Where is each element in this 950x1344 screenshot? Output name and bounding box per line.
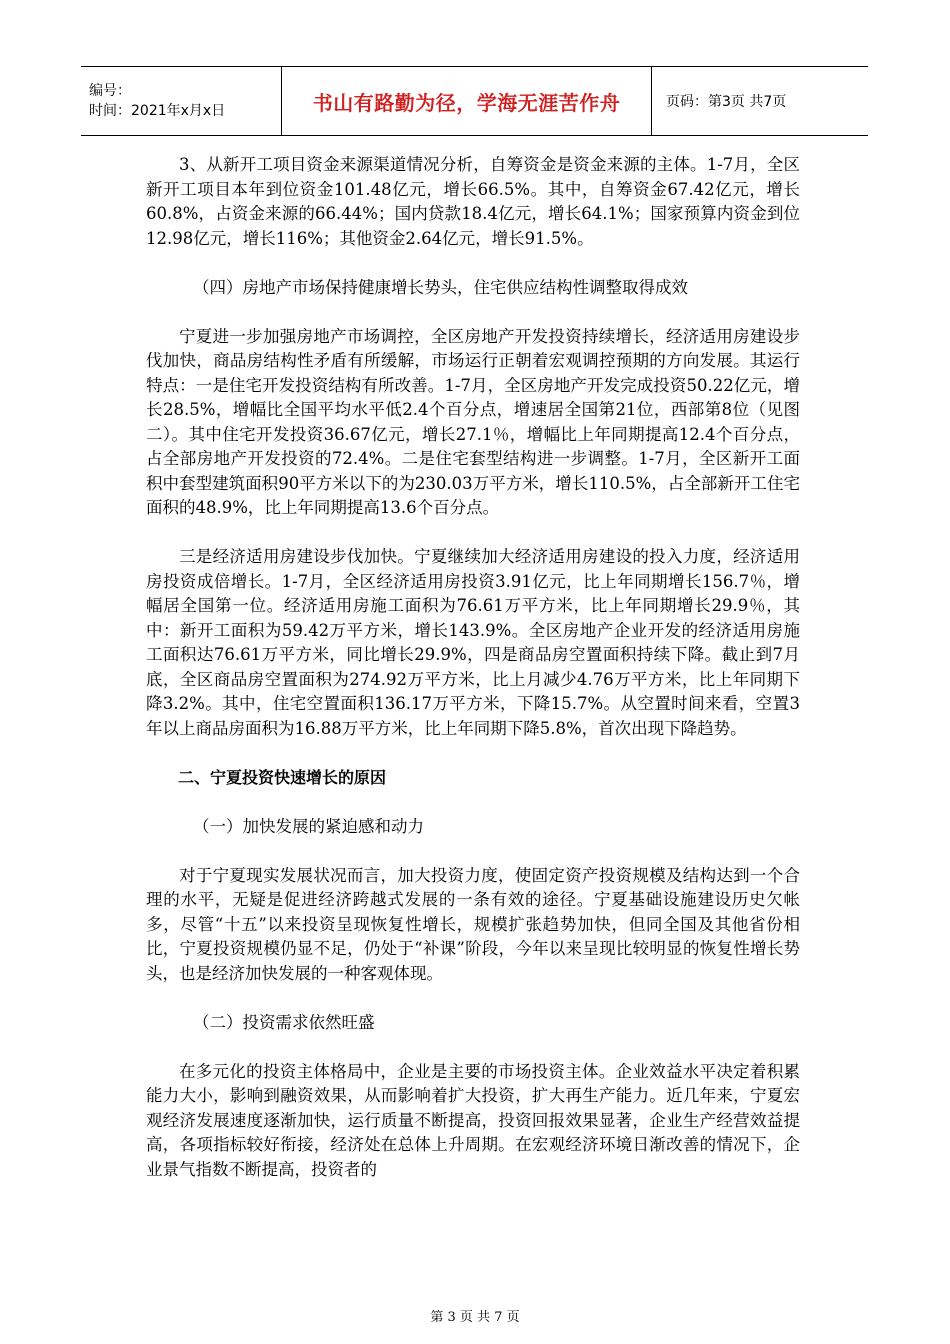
- section-heading-real-estate: （四）房地产市场保持健康增长势头，住宅供应结构性调整取得成效: [193, 277, 688, 297]
- section-heading-growth-reasons: 二、宁夏投资快速增长的原因: [178, 767, 387, 787]
- paragraph-funding-sources: 3、从新开工项目资金来源渠道情况分析，自筹资金是资金来源的主体。1-7月，全区新开工项目本年到位资金101.48亿元，增长66.5%。其中，自筹资金67.42亿元，增长60.8%，占资金来源的66.44%；国内贷款18.4亿元，增长64.1%；国家预算内资金到位12.98亿元，增长116%；其他资金2.64亿元，增长91.5%。: [146, 155, 800, 248]
- footer-page-number: 第 3 页 共 7 页: [430, 1310, 520, 1325]
- paragraph-urgency: 对于宁夏现实发展状况而言，加大投资力度，使固定资产投资规模及结构达到一个合理的水平，无疑是促进经济跨越式发展的一条有效的途径。宁夏基础设施建设历史欠帐多，尽管“十五”以来投资呈现恢复性增长，规模扩张趋势加快，但同全国及其他省份相比，宁夏投资规模仍显不足，仍处于“补课”阶段，今年以来呈现比较明显的恢复性增长势头，也是经济加快发展的一种客观体现。: [146, 865, 800, 983]
- subsection-heading-demand: （二）投资需求依然旺盛: [193, 1012, 375, 1032]
- header-page-info: [652, 67, 868, 135]
- motto-text: 书山有路勤为径，学海无涯苦作舟: [312, 90, 621, 115]
- paragraph-affordable-housing: 三是经济适用房建设步伐加快。宁夏继续加大经济适用房建设的投入力度，经济适用房投资成倍增长。1-7月，全区经济适用房投资3.91亿元，比上年同期增长156.7％，增幅居全国第一位。经济适用房施工面积为76.61万平方米，比上年同期增长29.9％，其中：新开工面积为59.42万平方米，增长143.9%。全区房地产企业开发的经济适用房施工面积达76.61万平方米，同比增长29.9%，四是商品房空置面积持续下降。截止到7月底，全区商品房空置面积为274.92万平方米，比上月减少4.76万平方米，比上年同期下降3.2%。其中，住宅空置面积136.17万平方米，下降15.7%。从空置时间来看，空置3年以上商品房面积为16.88万平方米，比上年同期下降5.8%，首次出现下降趋势。: [146, 547, 800, 738]
- header-motto: [282, 67, 652, 135]
- page-number-label: 页码：第3页 共7页: [666, 94, 787, 110]
- header-meta: [81, 67, 282, 135]
- document-number-label: 编号：: [89, 83, 131, 99]
- paragraph-real-estate-control: 宁夏进一步加强房地产市场调控，全区房地产开发投资持续增长，经济适用房建设步伐加快，商品房结构性矛盾有所缓解，市场运行正朝着宏观调控预期的方向发展。其运行特点：一是住宅开发投资结构有所改善。1-7月，全区房地产开发完成投资50.22亿元，增长28.5%，增幅比全国平均水平低2.4个百分点，增速居全国第21位，西部第8位（见图二）。其中住宅开发投资36.67亿元，增长27.1％，增幅比上年同期提高12.4个百分点，占全部房地产开发投资的72.4%。二是住宅套型结构进一步调整。1-7月，全区新开工面积中套型建筑面积90平方米以下的为230.03万平方米，增长110.5%，占全部新开工住宅面积的48.9%，比上年同期提高13.6个百分点。: [146, 326, 800, 517]
- document-time-label: 时间：2021年x月x日: [89, 103, 226, 119]
- page-footer: [0, 1306, 950, 1325]
- paragraph-demand: 在多元化的投资主体格局中，企业是主要的市场投资主体。企业效益水平决定着积累能力大小，影响到融资效果，从而影响着扩大投资，扩大再生产能力。近几年来，宁夏宏观经济发展速度逐渐加快，运行质量不断提高，投资回报效果显著，企业生产经营效益提高，各项指标较好衔接，经济处在总体上升周期。在宏观经济环境日渐改善的情况下，企业景气指数不断提高，投资者的: [146, 1061, 800, 1179]
- subsection-heading-urgency: （一）加快发展的紧迫感和动力: [193, 816, 424, 836]
- document-body: [146, 153, 800, 1207]
- page-header: [81, 66, 868, 136]
